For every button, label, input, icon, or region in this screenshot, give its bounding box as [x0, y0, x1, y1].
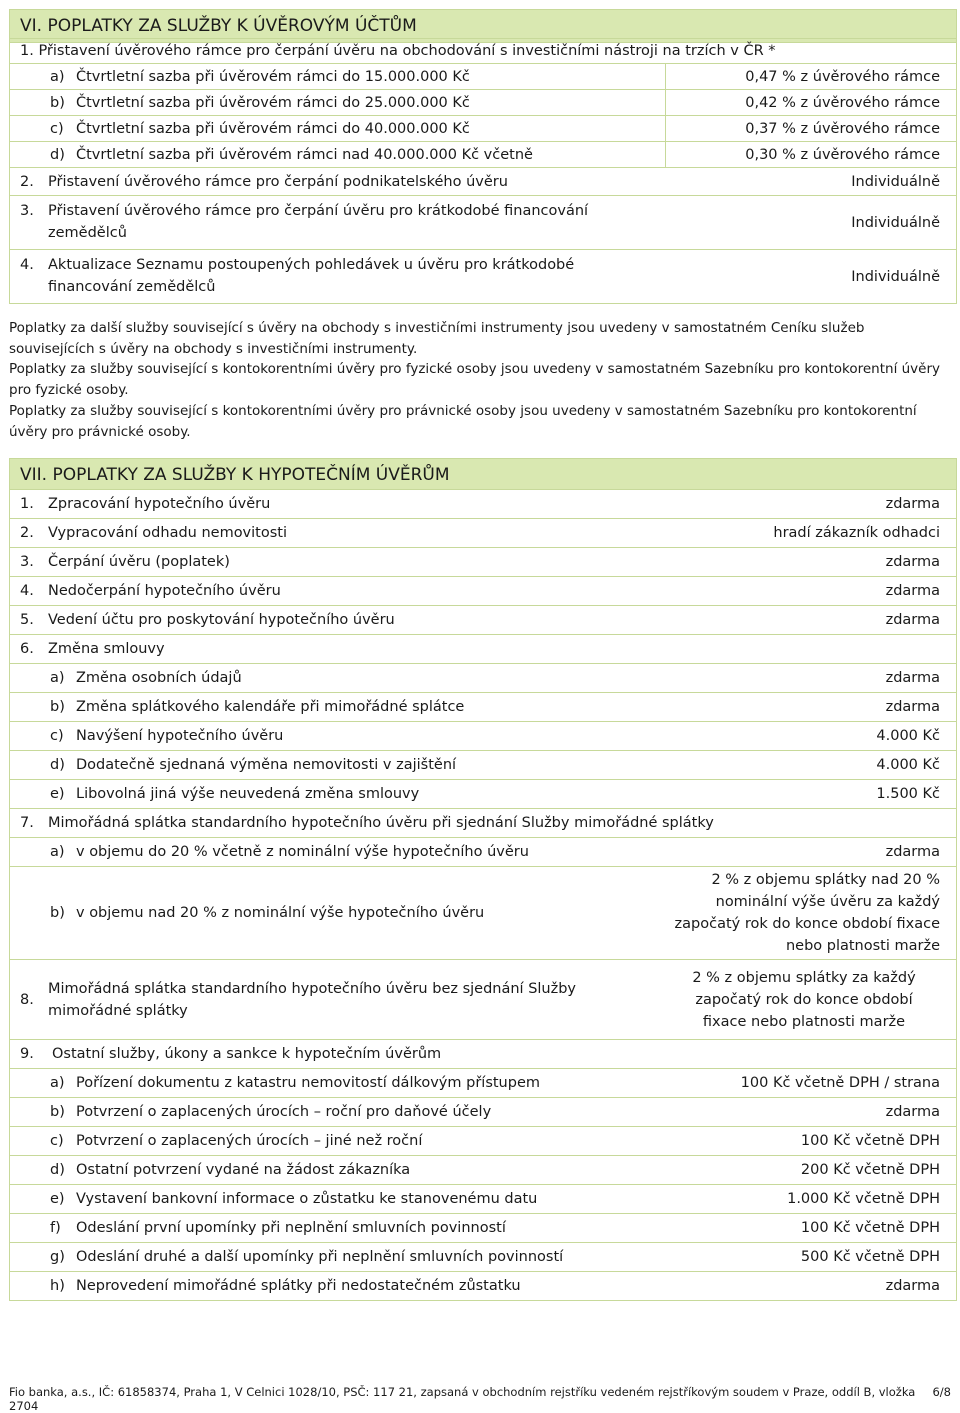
- s7-item-label: Zpracování hypotečního úvěru: [48, 496, 271, 512]
- s6-item-value: Individuálně: [851, 268, 940, 285]
- s6-rate-label: Čtvrtletní sazba při úvěrovém rámci nad 40.000.000 Kč včetně: [76, 146, 533, 163]
- s6-rate-label: Čtvrtletní sazba při úvěrovém rámci do 40.000.000 Kč: [76, 120, 470, 137]
- s7-item-6-sub: c) Navýšení hypotečního úvěru 4.000 Kč: [9, 722, 957, 751]
- s7-item-9-sub: a) Pořízení dokumentu z katastru nemovitostí dálkovým přístupem 100 Kč včetně DPH / strana: [9, 1069, 957, 1098]
- s7-item-label: Vypracování odhadu nemovitosti: [48, 525, 287, 541]
- s7-item-8: 8. Mimořádná splátka standardního hypotečního úvěru bez sjednání Služby mimořádné splátky 2 % z objemu splátky za každý započatý rok do konce období fixace nebo platnosti marže: [9, 960, 957, 1040]
- s7-item-9-sub: e) Vystavení bankovní informace o zůstatku ke stanovenému datu 1.000 Kč včetně DPH: [9, 1185, 957, 1214]
- s6-rate-row: a) Čtvrtletní sazba při úvěrovém rámci do 15.000.000 Kč 0,47 % z úvěrového rámce: [9, 64, 957, 90]
- s7-item-label: Mimořádná splátka standardního hypotečního úvěru při sjednání Služby mimořádné splátky: [48, 815, 714, 831]
- s7-item-7-sub: b) v objemu nad 20 % z nominální výše hypotečního úvěru 2 % z objemu splátky nad 20 % nominální výše úvěru za každý započatý rok do konce období fixace nebo platnosti marže: [9, 867, 957, 960]
- s7-item-9-sub: b) Potvrzení o zaplacených úrocích – roční pro daňové účely zdarma: [9, 1098, 957, 1127]
- s6-note-1: Poplatky za další služby související s úvěry na obchody s investičními instrumenty jsou uvedeny v samostatném Ceníku služeb souvisejících s úvěry na obchody s investičními instrumenty.: [9, 320, 865, 357]
- s7-item-label: Čerpání úvěru (poplatek): [48, 554, 230, 570]
- s7-item-6-sub: a) Změna osobních údajů zdarma: [9, 664, 957, 693]
- s7-item-8-label: Mimořádná splátka standardního hypotečního úvěru bez sjednání Služby mimořádné splátky: [48, 980, 577, 1019]
- s7-item-label: Vedení účtu pro poskytování hypotečního úvěru: [48, 612, 395, 628]
- s6-item-2: 2. Přistavení úvěrového rámce pro čerpání podnikatelského úvěru Individuálně: [9, 168, 957, 196]
- s7-item-6-sub: d) Dodatečně sjednaná výměna nemovitosti v zajištění 4.000 Kč: [9, 751, 957, 780]
- s7-item-9-sub: c) Potvrzení o zaplacených úrocích – jiné než roční 100 Kč včetně DPH: [9, 1127, 957, 1156]
- s7-item-9-sub: f) Odeslání první upomínky při neplnění smluvních povinností 100 Kč včetně DPH: [9, 1214, 957, 1243]
- s7-item-value: zdarma: [885, 612, 940, 628]
- s6-item-label: Aktualizace Seznamu postoupených pohledávek u úvěru pro krátkodobé financování zemědělců: [48, 257, 575, 295]
- s7-item-value: hradí zákazník odhadci: [773, 525, 940, 541]
- s7-item-7: 7. Mimořádná splátka standardního hypotečního úvěru při sjednání Služby mimořádné splátky: [9, 809, 957, 838]
- s7-item-4: 4. Nedočerpání hypotečního úvěru zdarma: [9, 577, 957, 606]
- s6-item-1-label: 1. Přistavení úvěrového rámce pro čerpání úvěru na obchodování s investičními nástroji na trzích v ČR *: [20, 43, 776, 59]
- s7-item-7-sub: a) v objemu do 20 % včetně z nominální výše hypotečního úvěru zdarma: [9, 838, 957, 867]
- s7-item-label: Ostatní služby, úkony a sankce k hypotečním úvěrům: [52, 1046, 442, 1062]
- s6-rate-row: c) Čtvrtletní sazba při úvěrovém rámci do 40.000.000 Kč 0,37 % z úvěrového rámce: [9, 116, 957, 142]
- s6-rate-row: b) Čtvrtletní sazba při úvěrovém rámci do 25.000.000 Kč 0,42 % z úvěrového rámce: [9, 90, 957, 116]
- s7-item-value: zdarma: [885, 496, 940, 512]
- s6-item-value: Individuálně: [851, 173, 940, 190]
- s6-rate-value: 0,37 % z úvěrového rámce: [745, 120, 940, 137]
- s6-rate-value: 0,42 % z úvěrového rámce: [745, 94, 940, 111]
- s7-item-3: 3. Čerpání úvěru (poplatek) zdarma: [9, 548, 957, 577]
- s6-rate-value: 0,30 % z úvěrového rámce: [745, 146, 940, 163]
- s7-item-7b-value: 2 % z objemu splátky nad 20 % nominální výše úvěru za každý započatý rok do konce období fixace nebo platnosti marže: [674, 872, 940, 954]
- section-6-title: VI. POPLATKY ZA SLUŽBY K ÚVĚROVÝM ÚČTŮM: [9, 9, 957, 43]
- s6-item-value: Individuálně: [851, 214, 940, 231]
- s6-rate-label: Čtvrtletní sazba při úvěrovém rámci do 25.000.000 Kč: [76, 94, 470, 111]
- s7-item-5: 5. Vedení účtu pro poskytování hypotečního úvěru zdarma: [9, 606, 957, 635]
- s6-item-1: [9, 38, 957, 64]
- s7-item-9-sub: g) Odeslání druhé a další upomínky při neplnění smluvních povinností 500 Kč včetně DPH: [9, 1243, 957, 1272]
- s7-item-label: Změna smlouvy: [48, 641, 165, 657]
- s7-item-6-sub: e) Libovolná jiná výše neuvedená změna smlouvy 1.500 Kč: [9, 780, 957, 809]
- s6-rate-row: d) Čtvrtletní sazba při úvěrovém rámci nad 40.000.000 Kč včetně 0,30 % z úvěrového rámce: [9, 142, 957, 168]
- s7-item-6-sub: b) Změna splátkového kalendáře při mimořádné splátce zdarma: [9, 693, 957, 722]
- s6-item-3: 3. Přistavení úvěrového rámce pro čerpání úvěru pro krátkodobé financování zemědělců Individuálně: [9, 196, 957, 250]
- s7-item-9-sub: d) Ostatní potvrzení vydané na žádost zákazníka 200 Kč včetně DPH: [9, 1156, 957, 1185]
- s7-item-9: 9. Ostatní služby, úkony a sankce k hypotečním úvěrům: [9, 1040, 957, 1069]
- s6-item-4: 4. Aktualizace Seznamu postoupených pohledávek u úvěru pro krátkodobé financování zemědělců Individuálně: [9, 250, 957, 304]
- footer-company: Fio banka, a.s., IČ: 61858374, Praha 1, V Celnici 1028/10, PSČ: 117 21, zapsaná v obchodním rejstříku vedeném rejstříkovým soudem v Praze, oddíl B, vložka 2704: [9, 1385, 916, 1413]
- s6-item-label: Přistavení úvěrového rámce pro čerpání podnikatelského úvěru: [48, 173, 508, 190]
- s6-rate-value: 0,47 % z úvěrového rámce: [745, 68, 940, 85]
- s7-item-label: Nedočerpání hypotečního úvěru: [48, 583, 281, 599]
- s6-rate-label: Čtvrtletní sazba při úvěrovém rámci do 15.000.000 Kč: [76, 68, 470, 85]
- page-number: 6/8: [932, 1385, 951, 1399]
- s7-item-6: 6. Změna smlouvy: [9, 635, 957, 664]
- page-footer: [9, 1385, 951, 1413]
- s6-item-label: Přistavení úvěrového rámce pro čerpání úvěru pro krátkodobé financování zemědělců: [48, 203, 589, 241]
- s7-item-8-value: 2 % z objemu splátky za každý započatý rok do konce období fixace nebo platnosti marže: [692, 969, 916, 1030]
- s7-item-value: zdarma: [885, 554, 940, 570]
- s7-item-1: 1. Zpracování hypotečního úvěru zdarma: [9, 490, 957, 519]
- s7-item-9-sub: h) Neprovedení mimořádné splátky při nedostatečném zůstatku zdarma: [9, 1272, 957, 1301]
- s7-item-2: 2. Vypracování odhadu nemovitosti hradí zákazník odhadci: [9, 519, 957, 548]
- section-7-title: VII. POPLATKY ZA SLUŽBY K HYPOTEČNÍM ÚVĚRŮM: [9, 458, 957, 490]
- s6-note-2: Poplatky za služby související s kontokorentními úvěry pro fyzické osoby jsou uvedeny v samostatném Sazebníku pro kontokorentní úvěry pro fyzické osoby.: [9, 361, 941, 398]
- s6-note-3: Poplatky za služby související s kontokorentními úvěry pro právnické osoby jsou uvedeny v samostatném Sazebníku pro kontokorentní úvěry pro právnické osoby.: [9, 403, 917, 440]
- s7-item-value: zdarma: [885, 583, 940, 599]
